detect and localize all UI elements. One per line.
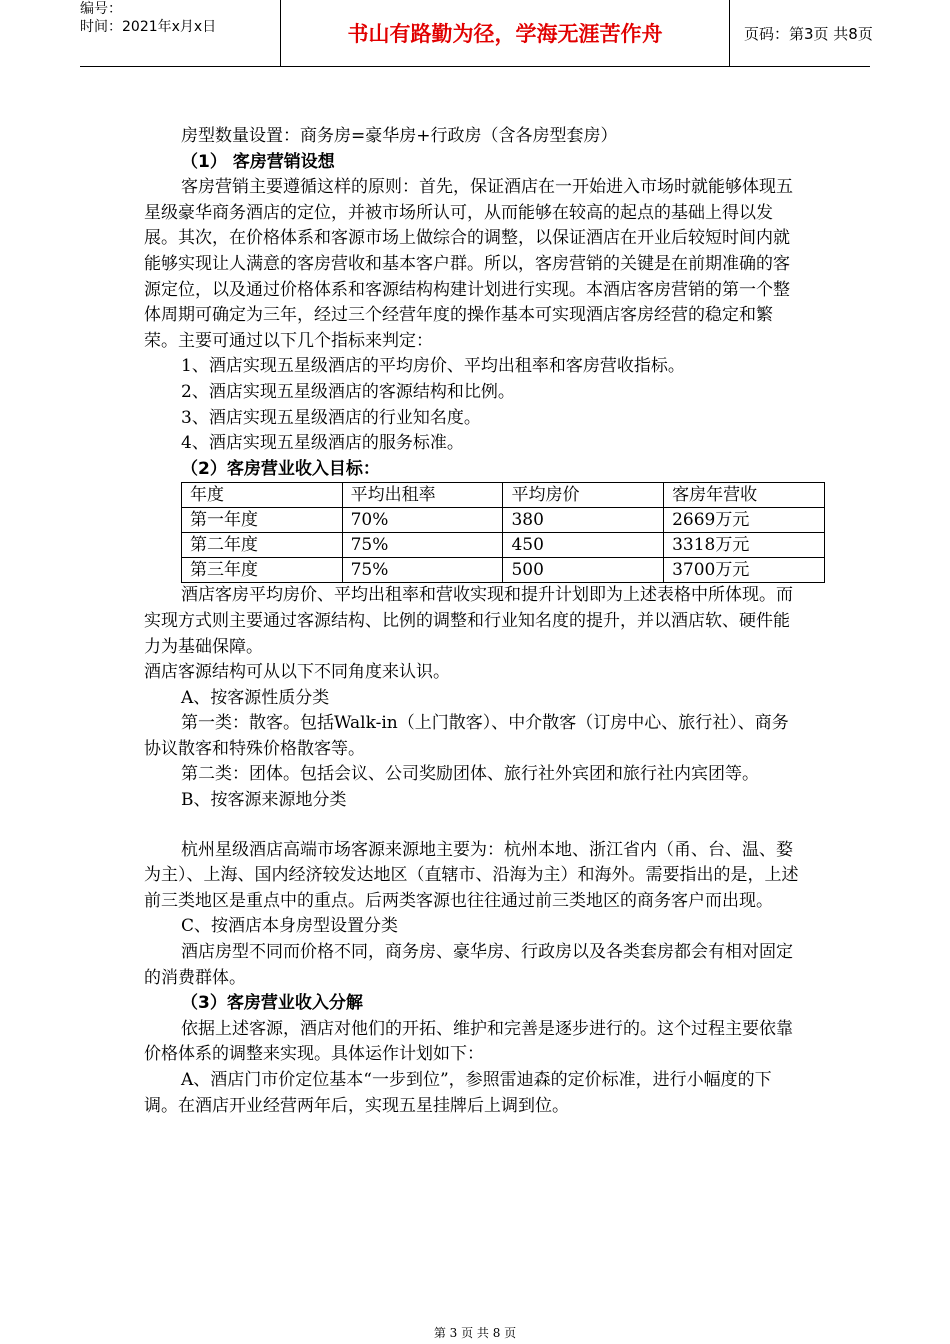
table-row [182, 558, 825, 583]
blank-line [144, 814, 804, 838]
table-row [182, 508, 825, 533]
list-item-2: 2、酒店实现五星级酒店的客源结构和比例。 [181, 381, 515, 402]
paragraph-source-structure: 酒店客源结构可从以下不同角度来认识。 [144, 662, 450, 683]
page-header [80, 0, 873, 67]
doc-number: 编号： [80, 1, 122, 17]
table-cell: 70% [342, 508, 503, 533]
table-header-cell: 客房年营收 [664, 483, 825, 508]
table-cell: 75% [342, 558, 503, 583]
table-cell: 75% [342, 533, 503, 558]
section-heading-3: （3）客房营业收入分解 [181, 993, 363, 1014]
table-header-cell: 平均房价 [503, 483, 664, 508]
paragraph-group-guests: 第二类：团体。包括会议、公司奖励团体、旅行社外宾团和旅行社内宾团等。 [181, 764, 759, 785]
table-cell: 3318万元 [664, 533, 825, 558]
table-header-cell: 平均出租率 [342, 483, 503, 508]
paragraph-rack-rate: A、酒店门市价定位基本“一步到位”，参照雷迪森的定价标准，进行小幅度的下调。在酒店开业经营两年后，实现五星挂牌后上调到位。 [144, 1070, 772, 1116]
list-item-3: 3、酒店实现五星级酒店的行业知名度。 [181, 407, 481, 428]
header-meta [80, 0, 281, 66]
paragraph-table-summary: 酒店客房平均房价、平均出租率和营收实现和提升计划即为上述表格中所体现。而实现方式则主要通过客源结构、比例的调整和行业知名度的提升，并以酒店软、硬件能力为基础保障。 [144, 585, 793, 657]
table-header-row [182, 483, 825, 508]
header-page-cell [730, 0, 873, 66]
table-header-cell: 年度 [182, 483, 343, 508]
doc-time: 时间：2021年x月x日 [80, 19, 217, 35]
paragraph-revenue-breakdown: 依据上述客源，酒店对他们的开拓、维护和完善是逐步进行的。这个过程主要依靠价格体系的调整来实现。具体运作计划如下： [144, 1018, 793, 1065]
category-c-heading: C、按酒店本身房型设置分类 [181, 916, 399, 937]
list-item-4: 4、酒店实现五星级酒店的服务标准。 [181, 433, 464, 454]
paragraph-room-types: 酒店房型不同而价格不同，商务房、豪华房、行政房以及各类套房都会有相对固定的消费群体。 [144, 942, 793, 988]
list-item-1: 1、酒店实现五星级酒店的平均房价、平均出租率和客房营收指标。 [181, 356, 685, 377]
table-cell: 2669万元 [664, 508, 825, 533]
table-cell: 第三年度 [182, 558, 343, 583]
table-cell: 3700万元 [664, 558, 825, 583]
room-type-setting: 房型数量设置：商务房=豪华房+行政房（含各房型套房） [181, 126, 618, 146]
category-a-heading: A、按客源性质分类 [181, 687, 330, 708]
category-b-heading: B、按客源来源地分类 [181, 790, 347, 811]
page-footer: 第 3 页 共 8 页 [433, 1326, 517, 1340]
header-motto-cell [281, 0, 730, 66]
section-heading-2: （2）客房营业收入目标： [181, 458, 380, 479]
paragraph-marketing-principle: 客房营销主要遵循这样的原则：首先，保证酒店在一开始进入市场时就能够体现五星级豪华商务酒店的定位，并被市场所认可，从而能够在较高的起点的基础上得以发展。其次，在价格体系和客源市场上做综合的调整，以保证酒店在开业后较短时间内就能够实现让人满意的客房营收和基本客户群。所以，客房营销的关键是在前期准确的客源定位，以及通过价格体系和客源结构构建计划进行实现。本酒店客房营销的第一个整体周期可确定为三年，经过三个经营年度的操作基本可实现酒店客房经营的稳定和繁荣。主要可通过以下几个指标来判定： [144, 177, 793, 351]
document-body [144, 124, 804, 1119]
revenue-target-table [181, 482, 825, 583]
table-cell: 第二年度 [182, 533, 343, 558]
paragraph-individual-guests: 第一类：散客。包括Walk-in（上门散客）、中介散客（订房中心、旅行社）、商务协议散客和特殊价格散客等。 [144, 713, 789, 759]
paragraph-source-regions: 杭州星级酒店高端市场客源来源地主要为：杭州本地、浙江省内（甬、台、温、婺为主）、上海、国内经济较发达地区（直辖市、沿海为主）和海外。需要指出的是，上述前三类地区是重点中的重点。后两类客源也往往通过前三类地区的商务客户而出现。 [144, 839, 799, 911]
table-cell: 500 [503, 558, 664, 583]
table-cell: 第一年度 [182, 508, 343, 533]
section-heading-1: （1） 客房营销设想 [181, 151, 335, 172]
table-cell: 380 [503, 508, 664, 533]
table-row [182, 533, 825, 558]
table-cell: 450 [503, 533, 664, 558]
header-page-number: 页码：第3页 共8页 [744, 25, 873, 43]
header-motto: 书山有路勤为径，学海无涯苦作舟 [347, 22, 663, 46]
